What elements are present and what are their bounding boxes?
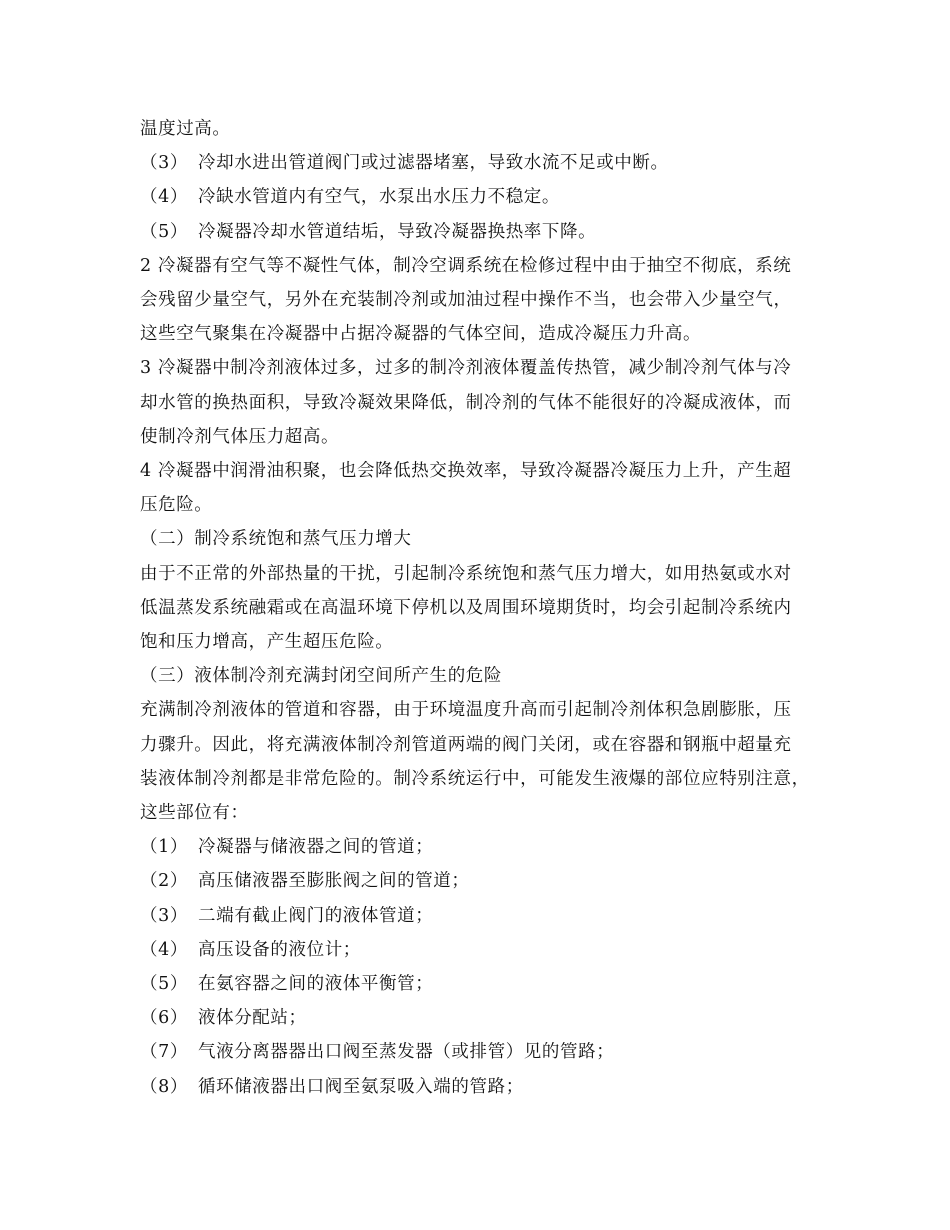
paragraph-line: 由于不正常的外部热量的干扰，引起制冷系统饱和蒸气压力增大，如用热氨或水对: [140, 563, 792, 584]
list-item-text: 在氨容器之间的液体平衡管；: [198, 974, 434, 995]
list-item-text: 循环储液器出口阀至氨泵吸入端的管路；: [198, 1076, 524, 1097]
paragraph-line: 力骤升。因此，将充满液体制冷剂管道两端的阀门关闭，或在容器和钢瓶中超量充: [140, 734, 792, 755]
section-3-heading: （三）液体制冷剂充满封闭空间所产生的危险: [140, 666, 502, 687]
list-item-number: （5）: [140, 221, 188, 242]
list-item-text: 冷缺水管道内有空气，水泵出水压力不稳定。: [198, 187, 560, 208]
list-item: [140, 180, 815, 214]
list-item: [140, 830, 815, 864]
paragraph-line: 使制冷剂气体压力超高。: [140, 426, 340, 447]
list-item: [140, 1001, 815, 1035]
paragraph-line: 装液体制冷剂都是非常危险的。制冷系统运行中，可能发生液爆的部位应特别注意，: [140, 768, 810, 789]
list-item-number: （2）: [140, 871, 188, 892]
list-item-number: （4）: [140, 939, 188, 960]
list-item: [140, 1035, 815, 1069]
list-item-text: 二端有截止阀门的液体管道；: [198, 905, 434, 926]
list-item: [140, 215, 815, 249]
section-2-heading: （二）制冷系统饱和蒸气压力增大: [140, 529, 412, 550]
list-item-number: （1）: [140, 837, 188, 858]
paragraph-line: 2 冷凝器有空气等不凝性气体，制冷空调系统在检修过程中由于抽空不彻底，系统: [140, 255, 792, 276]
list-item-text: 高压储液器至膨胀阀之间的管道；: [198, 871, 470, 892]
paragraph-line: 3 冷凝器中制冷剂液体过多，过多的制冷剂液体覆盖传热管，减少制冷剂气体与冷: [140, 358, 792, 379]
list-item: [140, 1070, 815, 1104]
list-item: [140, 146, 815, 180]
list-item-number: （4）: [140, 187, 188, 208]
list-item-number: （6）: [140, 1008, 188, 1029]
list-item: [140, 899, 815, 933]
paragraph-line: 却水管的换热面积，导致冷凝效果降低，制冷剂的气体不能很好的冷凝成液体，而: [140, 392, 792, 413]
paragraph-line: 4 冷凝器中润滑油积聚，也会降低热交换效率，导致冷凝器冷凝压力上升，产生超: [140, 461, 792, 482]
list-item-number: （8）: [140, 1076, 188, 1097]
paragraph-line: 充满制冷剂液体的管道和容器，由于环境温度升高而引起制冷剂体积急剧膨胀，压: [140, 700, 792, 721]
list-item: [140, 864, 815, 898]
section-3-paragraph: [140, 693, 815, 830]
paragraph-line: 会残留少量空气，另外在充装制冷剂或加油过程中操作不当，也会带入少量空气，: [140, 290, 792, 311]
list-item-number: （3）: [140, 153, 188, 174]
paragraph-line: 饱和压力增高，产生超压危险。: [140, 632, 394, 653]
list-item: [140, 933, 815, 967]
list-item: [140, 967, 815, 1001]
paragraph-line: 压危险。: [140, 495, 213, 516]
list-item-number: （3）: [140, 905, 188, 926]
intro-line: 温度过高。: [140, 119, 231, 139]
list-item-text: 冷凝器冷却水管道结垢，导致冷凝器换热率下降。: [198, 221, 597, 242]
point-2-paragraph: [140, 249, 815, 352]
paragraph-line: 这些空气聚集在冷凝器中占据冷凝器的气体空间，造成冷凝压力升高。: [140, 324, 702, 345]
point-3-paragraph: [140, 351, 815, 454]
list-item-number: （5）: [140, 974, 188, 995]
list-item-number: （7）: [140, 1042, 188, 1063]
paragraph-line: 低温蒸发系统融霜或在高温环境下停机以及周围环境期货时，均会引起制冷系统内: [140, 597, 792, 618]
point-4-paragraph: [140, 454, 815, 522]
list-item-text: 气液分离器器出口阀至蒸发器（或排管）见的管路；: [198, 1042, 615, 1063]
list-item-text: 高压设备的液位计；: [198, 939, 361, 960]
hazard-location-list: [140, 830, 815, 1104]
paragraph-line: 这些部位有：: [140, 803, 249, 824]
document-body: [140, 112, 815, 1104]
section-2-paragraph: [140, 557, 815, 660]
list-item-text: 液体分配站；: [198, 1008, 307, 1029]
cause-list-a: [140, 146, 815, 249]
list-item-text: 冷却水进出管道阀门或过滤器堵塞，导致水流不足或中断。: [198, 153, 669, 174]
list-item-text: 冷凝器与储液器之间的管道；: [198, 837, 434, 858]
